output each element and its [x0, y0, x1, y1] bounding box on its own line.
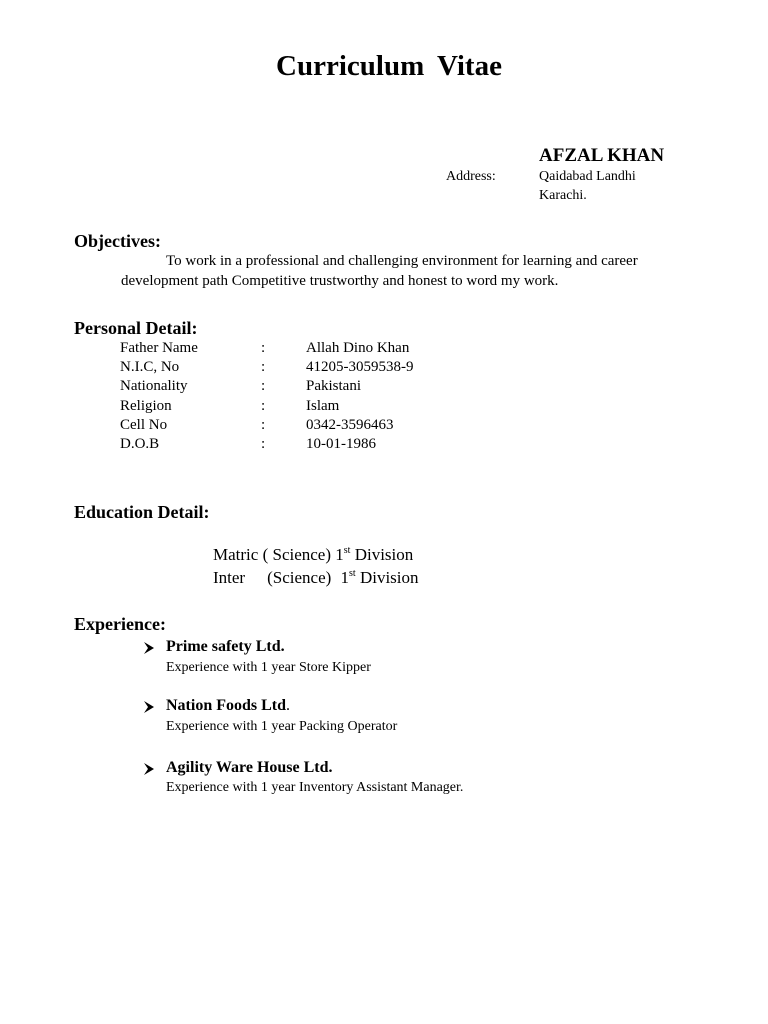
page-title: Curriculum Vitae — [276, 50, 502, 82]
personal-field-separator: : — [261, 398, 266, 414]
candidate-name: AFZAL KHAN — [539, 145, 665, 166]
personal-field-value: 41205-3059538-9 — [306, 359, 414, 375]
personal-field-label: N.I.C, No — [120, 359, 180, 375]
personal-detail-heading: Personal Detail: — [74, 318, 198, 338]
education-entry-inter — [213, 568, 419, 588]
experience-description: Experience with 1 year Packing Operator — [166, 719, 398, 734]
education-division: Division — [359, 568, 419, 587]
address-label: Address: — [446, 169, 496, 184]
personal-field-label: D.O.B — [120, 436, 160, 452]
objectives-heading: Objectives: — [74, 231, 161, 251]
personal-field-value: Islam — [306, 398, 340, 414]
experience-description: Experience with 1 year Inventory Assistant Manager. — [166, 780, 464, 795]
personal-field-label: Religion — [120, 398, 172, 414]
personal-field-separator: : — [261, 340, 266, 356]
education-level: Inter — [213, 568, 246, 587]
personal-field-value: 10-01-1986 — [306, 436, 376, 452]
objective-text-line-1: To work in a professional and challenging environment for learning and career — [166, 253, 638, 269]
education-entry-matric — [213, 545, 413, 565]
education-division: Division — [354, 545, 414, 564]
personal-field-separator: : — [261, 378, 266, 394]
personal-field-separator: : — [261, 417, 266, 433]
education-division-number: 1 — [335, 545, 344, 564]
personal-field-label: Cell No — [120, 417, 168, 433]
personal-field-value: 0342-3596463 — [306, 417, 394, 433]
personal-field-label: Father Name — [120, 340, 198, 356]
arrowhead-bullet-icon — [143, 700, 155, 714]
education-division-ordinal: st — [349, 568, 356, 579]
address-line-2: Karachi. — [539, 188, 587, 203]
education-division-ordinal: st — [343, 545, 351, 556]
education-division-number: 1 — [340, 568, 350, 587]
objective-text-line-2: development path Competitive trustworthy and honest to word my work. — [121, 273, 559, 289]
arrowhead-bullet-icon — [143, 641, 155, 655]
experience-company-name: Prime safety Ltd. — [166, 638, 285, 655]
personal-field-separator: : — [261, 359, 266, 375]
experience-heading: Experience: — [74, 614, 166, 634]
experience-company-name: Nation Foods Ltd. — [166, 697, 291, 714]
personal-field-label: Nationality — [120, 378, 188, 394]
personal-field-value: Pakistani — [306, 378, 361, 394]
arrowhead-bullet-icon — [143, 762, 155, 776]
experience-description: Experience with 1 year Store Kipper — [166, 660, 371, 675]
education-detail-heading: Education Detail: — [74, 502, 210, 522]
personal-field-separator: : — [261, 436, 266, 452]
address-line-1: Qaidabad Landhi — [539, 169, 636, 184]
education-field: (Science) — [267, 568, 332, 587]
personal-field-value: Allah Dino Khan — [306, 340, 410, 356]
education-level: Matric — [213, 545, 259, 564]
education-field: ( Science) — [262, 545, 332, 564]
experience-company-name: Agility Ware House Ltd. — [166, 759, 333, 776]
